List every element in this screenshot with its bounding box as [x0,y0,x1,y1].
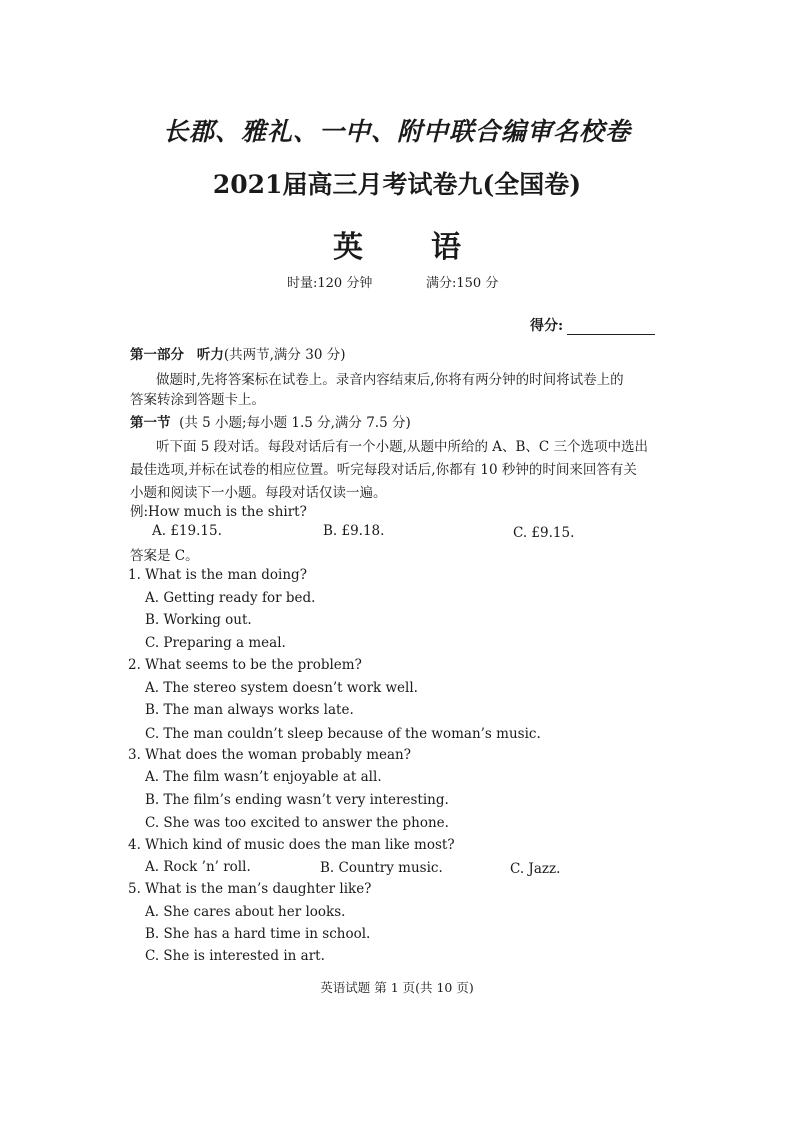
question-5-option-c: C. She is interested in art. [145,948,325,964]
question-3-option-a: A. The film wasn’t enjoyable at all. [145,769,382,785]
score-blank[interactable] [567,334,655,335]
question-3-option-b: B. The film’s ending wasn’t very interesting. [145,792,449,808]
subject-char-2: 语 [431,230,461,265]
question-3: 3. What does the woman probably mean? [128,747,411,763]
question-1: 1. What is the man doing? [128,567,307,583]
subject-title [0,222,794,266]
example-option-a: A. £19.15. [152,523,222,539]
section1-heading: 第一节 [130,415,171,431]
part1-header [130,343,345,363]
full-score: 满分:150 分 [426,276,499,291]
question-4-option-b: B. Country music. [320,860,443,876]
example-answer: 答案是 C。 [130,548,199,564]
section1-note: (共 5 小题;每小题 1.5 分,满分 7.5 分) [179,415,411,431]
question-4-option-c: C. Jazz. [510,861,561,877]
question-5-option-a: A. She cares about her looks. [145,904,346,920]
exam-title: 2021届高三月考试卷九(全国卷) [212,170,582,199]
question-1-option-a: A. Getting ready for bed. [145,590,316,606]
part1-note: (共两节,满分 30 分) [223,347,346,363]
section1-instruction-line1: 听下面 5 段对话。每段对话后有一个小题,从题中所给的 A、B、C 三个选项中选出 [156,439,649,455]
question-2: 2. What seems to be the problem? [128,657,362,673]
time-limit: 时量:120 分钟 [287,276,373,291]
section1-instruction-line3: 小题和阅读下一小题。每段对话仅读一遍。 [130,485,387,501]
section1-instruction-line2: 最佳选项,并标在试卷的相应位置。听完每段对话后,你都有 10 秒钟的时间来回答有关 [130,462,637,478]
question-5-option-b: B. She has a hard time in school. [145,926,371,942]
part1-title: 听力 [196,347,224,363]
question-2-option-a: A. The stereo system doesn’t work well. [145,680,418,696]
question-2-option-c: C. The man couldn’t sleep because of the woman’s music. [145,726,541,742]
example-option-c: C. £9.15. [513,525,575,541]
question-2-option-b: B. The man always works late. [145,702,354,718]
school-consortium-header: 长郡、雅礼、一中、附中联合编审名校卷 [162,117,631,146]
score-label: 得分: [530,318,564,334]
question-5: 5. What is the man’s daughter like? [128,881,372,897]
score-field[interactable] [530,315,655,335]
subject-char-1: 英 [333,230,363,265]
part1-heading: 第一部分 [130,347,184,363]
page-footer: 英语试题 第 1 页(共 10 页) [320,980,474,995]
example-question: 例:How much is the shirt? [130,504,307,520]
example-option-b: B. £9.18. [323,523,385,539]
part1-instruction-line2: 答案转涂到答题卡上。 [130,392,265,408]
section1-header [130,411,411,431]
question-4: 4. Which kind of music does the man like most? [128,837,455,853]
question-1-option-b: B. Working out. [145,612,252,628]
part1-instruction-line1: 做题时,先将答案标在试卷上。录音内容结束后,你将有两分钟的时间将试卷上的 [156,372,624,388]
question-3-option-c: C. She was too excited to answer the phone. [145,815,449,831]
question-1-option-c: C. Preparing a meal. [145,635,286,651]
question-4-option-a: A. Rock ’n’ roll. [145,859,251,875]
